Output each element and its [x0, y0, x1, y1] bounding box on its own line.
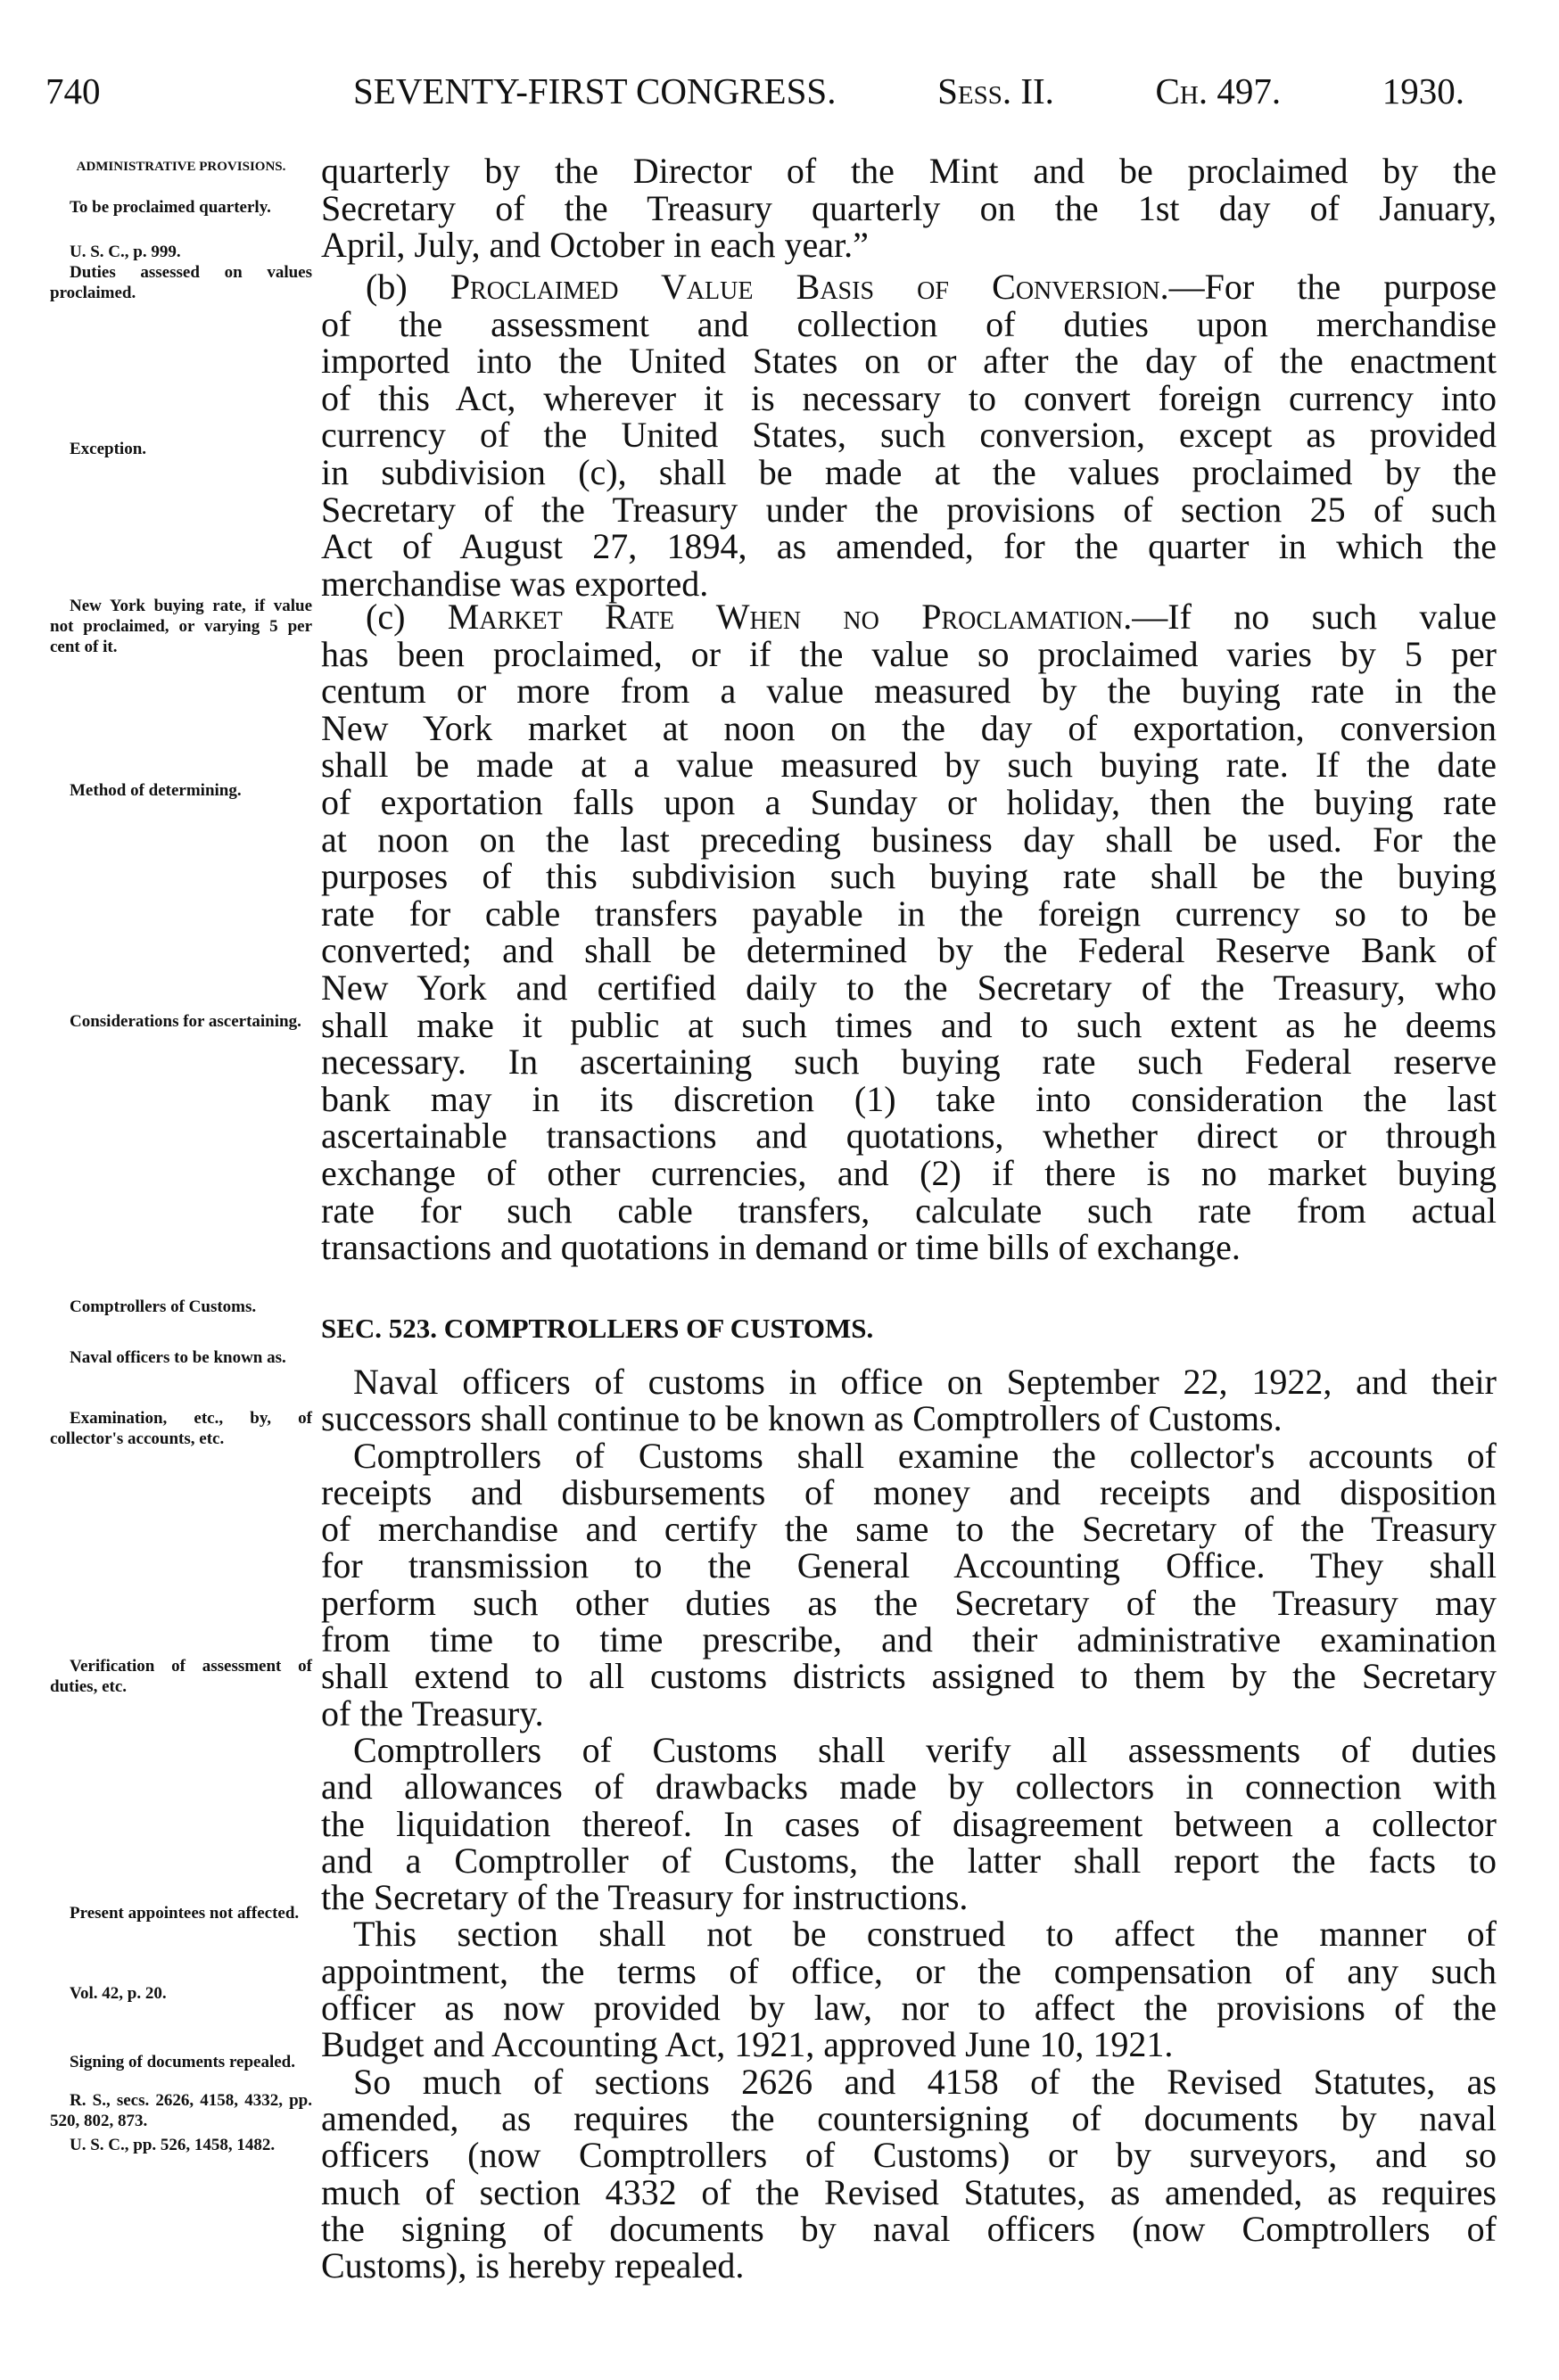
- margin-note: R. S., secs. 2626, 4158, 4332, pp. 520, 802, 873.: [50, 2091, 312, 2130]
- text-line: This section shall not be construed to affect the manner of: [353, 1914, 1497, 1955]
- margin-note: Vol. 42, p. 20.: [70, 1984, 167, 2003]
- paragraph-c: [321, 598, 1497, 1266]
- subdivision-label: (b): [366, 267, 408, 307]
- text-line: officers (now Comptrollers of Customs) or by surveyors, and so: [321, 2135, 1497, 2176]
- text-line: (b) Proclaimed Value Basis of Conversion.—For the purpose: [366, 267, 1497, 307]
- margin-note: New York buying rate, if value not proclaimed, or varying 5 per cent of it.: [50, 597, 312, 656]
- text-line: merchandise was exported.: [321, 563, 709, 604]
- subdivision-heading: Market Rate When no Proclamation.: [447, 597, 1133, 637]
- running-head-congress: SEVENTY-FIRST CONGRESS.: [353, 70, 837, 111]
- running-head: [353, 68, 1464, 114]
- text-line: at noon on the last preceding business day shall be used. For the: [321, 819, 1497, 860]
- paragraph-intro: [321, 152, 1497, 264]
- text-line: for transmission to the General Accounting Office. They shall: [321, 1545, 1497, 1586]
- margin-note: U. S. C., p. 999.: [70, 243, 181, 261]
- text-line: of the assessment and collection of duties upon merchandise: [321, 303, 1497, 344]
- text-line: purposes of this subdivision such buying rate shall be the buying: [321, 856, 1497, 897]
- text-line: Act of August 27, 1894, as amended, for the quarter in which the: [321, 526, 1497, 567]
- text-line: and allowances of drawbacks made by collectors in connection with: [321, 1766, 1497, 1808]
- text-line: shall extend to all customs districts assigned to them by the Secretary: [321, 1656, 1497, 1697]
- text-line: (c) Market Rate When no Proclamation.—If no such value: [366, 597, 1497, 637]
- text-line: Budget and Accounting Act, 1921, approved June 10, 1921.: [321, 2024, 1174, 2065]
- text-line: transactions and quotations in demand or time bills of exchange.: [321, 1227, 1241, 1268]
- text-line: bank may in its discretion (1) take into consideration the last: [321, 1078, 1497, 1119]
- text-line: rate for such cable transfers, calculate such rate from actual: [321, 1190, 1497, 1231]
- margin-note: Verification of assessment of duties, etc.: [50, 1657, 312, 1696]
- margin-note: Signing of documents repealed.: [70, 2053, 296, 2071]
- margin-note: Comptrollers of Customs.: [70, 1297, 257, 1316]
- text-line: rate for cable transfers payable in the foreign currency so to be: [321, 893, 1497, 934]
- text-line: receipts and disbursements of money and receipts and disposition: [321, 1471, 1497, 1512]
- margin-note: Considerations for ascertaining.: [70, 1012, 301, 1031]
- text-line: exchange of other currencies, and (2) if there is no market buying: [321, 1152, 1497, 1193]
- text-line: imported into the United States on or after the day of the enactment: [321, 341, 1497, 382]
- text-line: of this Act, wherever it is necessary to convert foreign currency into: [321, 377, 1497, 418]
- text-line: the Secretary of the Treasury for instructions.: [321, 1877, 969, 1918]
- text-line: quarterly by the Director of the Mint and be proclaimed by the: [321, 151, 1497, 191]
- text-line: shall make it public at such times and to such extent as he deems: [321, 1004, 1497, 1045]
- margin-note: Present appointees not affected.: [70, 1904, 300, 1923]
- text-line: the liquidation thereof. In cases of disagreement between a collector: [321, 1803, 1497, 1844]
- text-line: Secretary of the Treasury under the provisions of section 25 of such: [321, 489, 1497, 530]
- margin-note: U. S. C., pp. 526, 1458, 1482.: [70, 2136, 276, 2154]
- text-line: New York and certified daily to the Secretary of the Treasury, who: [321, 967, 1497, 1008]
- text-line: ascertainable transactions and quotations, whether direct or through: [321, 1116, 1497, 1157]
- text-line: New York market at noon on the day of exportation, conversion: [321, 707, 1497, 748]
- text-line: appointment, the terms of office, or the compensation of any such: [321, 1950, 1497, 1991]
- text-line: Customs), is hereby repealed.: [321, 2245, 745, 2286]
- paragraph: [321, 1915, 1497, 2063]
- paragraph: [321, 1363, 1497, 1437]
- margin-note: Examination, etc., by, of collector's accounts, etc.: [50, 1409, 312, 1448]
- paragraph-b: [321, 268, 1497, 602]
- subdivision-label: (c): [366, 597, 406, 637]
- paragraph: [321, 2063, 1497, 2285]
- text-line: of the Treasury.: [321, 1692, 544, 1734]
- running-head-session: Sess. II.: [937, 70, 1054, 111]
- text-line: and a Comptroller of Customs, the latter shall report the facts to: [321, 1840, 1497, 1881]
- text-line: amended, as requires the countersigning of documents by naval: [321, 2097, 1497, 2138]
- text-line: shall be made at a value measured by such buying rate. If the date: [321, 745, 1497, 786]
- section-heading: SEC. 523. COMPTROLLERS OF CUSTOMS.: [321, 1313, 874, 1344]
- text-line: currency of the United States, such conversion, except as provided: [321, 415, 1497, 456]
- text-line: much of section 4332 of the Revised Statutes, as amended, as requires: [321, 2171, 1497, 2212]
- text-line: necessary. In ascertaining such buying rate such Federal reserve: [321, 1042, 1497, 1083]
- section-523-text: [321, 1363, 1497, 2284]
- text-line: April, July, and October in each year.”: [321, 225, 869, 266]
- subdivision-heading: Proclaimed Value Basis of Conversion.: [450, 267, 1169, 307]
- text-line: from time to time prescribe, and their administrative examination: [321, 1619, 1497, 1660]
- text-line: officer as now provided by law, nor to affect the provisions of the: [321, 1988, 1497, 2029]
- text-line: Comptrollers of Customs shall verify all assessments of duties: [353, 1729, 1497, 1770]
- margin-note: ADMINISTRATIVE PROVISIONS.: [76, 160, 286, 174]
- running-head-chapter: Ch. 497.: [1155, 70, 1282, 111]
- text-line: the signing of documents by naval officers (now Comptrollers of: [321, 2208, 1497, 2249]
- margin-note: Duties assessed on values proclaimed.: [50, 263, 312, 302]
- text-line: converted; and shall be determined by the Federal Reserve Bank of: [321, 930, 1497, 971]
- text-line: So much of sections 2626 and 4158 of the Revised Statutes, as: [353, 2061, 1497, 2102]
- text-line: Naval officers of customs in office on September 22, 1922, and their: [353, 1362, 1497, 1402]
- margin-note: To be proclaimed quarterly.: [70, 198, 271, 217]
- text-line: Comptrollers of Customs shall examine the collector's accounts of: [353, 1435, 1497, 1476]
- text-line: perform such other duties as the Secretary of the Treasury may: [321, 1582, 1497, 1623]
- margin-note: Naval officers to be known as.: [70, 1348, 286, 1367]
- paragraph: [321, 1729, 1497, 1918]
- margin-note: Method of determining.: [70, 781, 242, 800]
- running-head-year: 1930.: [1382, 70, 1464, 111]
- text-line: successors shall continue to be known as Comptrollers of Customs.: [321, 1398, 1283, 1439]
- text-line: Secretary of the Treasury quarterly on the 1st day of January,: [321, 187, 1497, 228]
- text-line: has been proclaimed, or if the value so proclaimed varies by 5 per: [321, 633, 1497, 674]
- text-line: of merchandise and certify the same to the Secretary of the Treasury: [321, 1509, 1497, 1550]
- text-line: in subdivision (c), shall be made at the values proclaimed by the: [321, 451, 1497, 492]
- margin-note: Exception.: [70, 440, 147, 458]
- text-line: of exportation falls upon a Sunday or holiday, then the buying rate: [321, 781, 1497, 822]
- page-number: 740: [45, 70, 101, 111]
- paragraph: [321, 1437, 1497, 1732]
- text-line: centum or more from a value measured by the buying rate in the: [321, 671, 1497, 712]
